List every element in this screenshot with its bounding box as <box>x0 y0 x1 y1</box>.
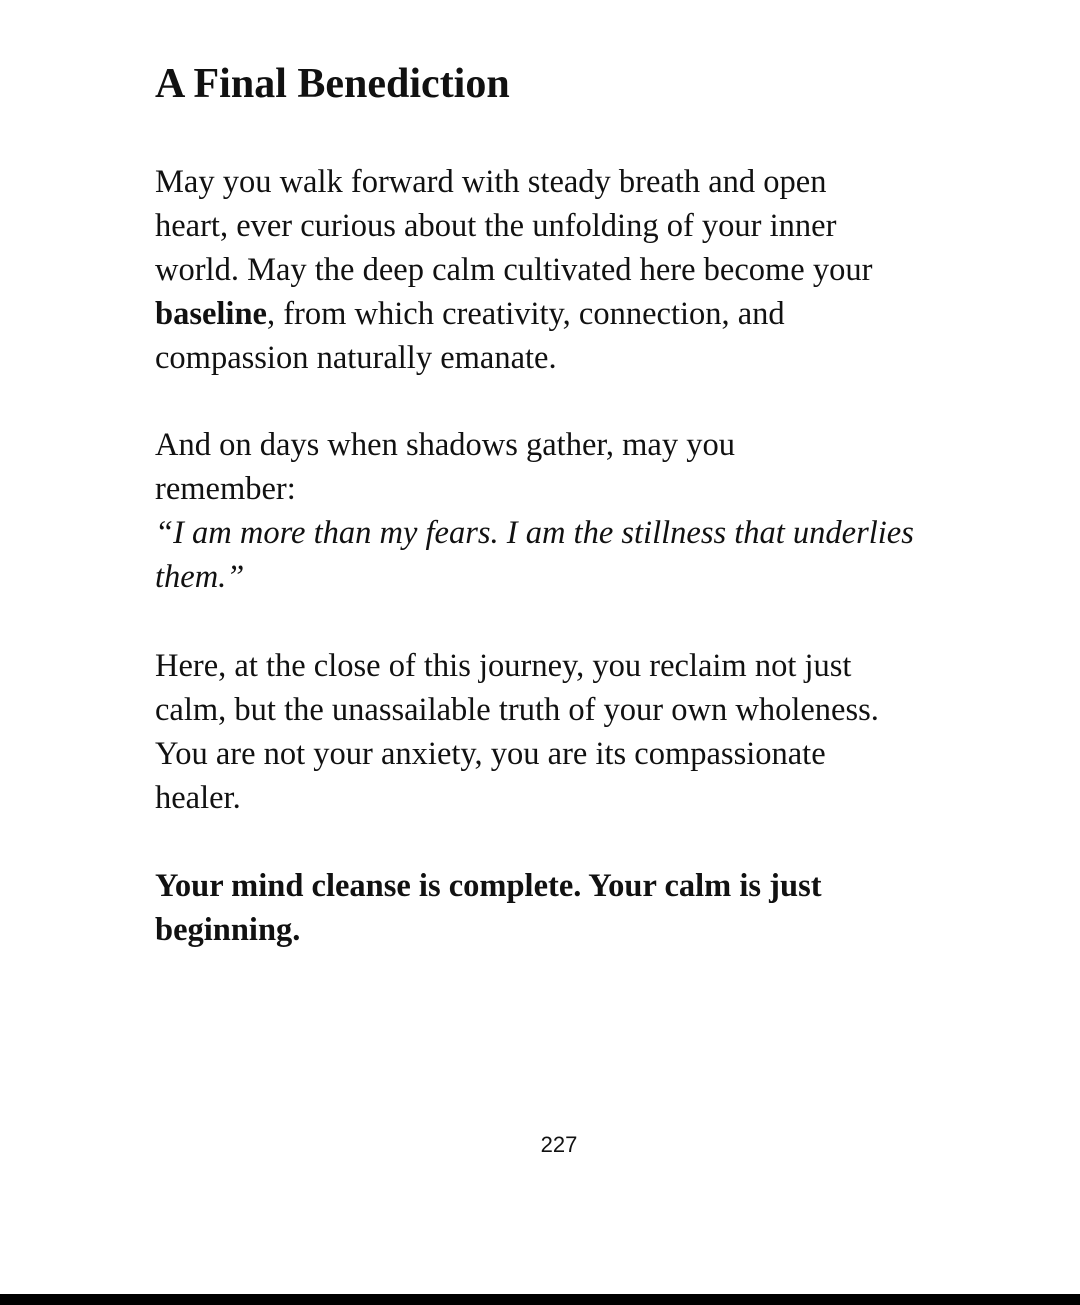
text-line: healer. <box>155 780 241 816</box>
closing-statement <box>155 864 822 952</box>
paragraph-remember <box>155 423 914 599</box>
text-line: heart, ever curious about the unfolding of your inner <box>155 208 837 244</box>
text-line: calm, but the unassailable truth of your own wholeness. <box>155 692 879 728</box>
text-line <box>155 292 872 336</box>
text-line: Your mind cleanse is complete. Your calm is just <box>155 868 822 904</box>
paragraph-benediction <box>155 160 872 380</box>
text-line: remember: <box>155 471 296 507</box>
page-number: 227 <box>540 1132 578 1157</box>
text-line: world. May the deep calm cultivated here become your <box>155 252 873 288</box>
bold-word: baseline <box>155 296 267 332</box>
quote-line: them.” <box>155 559 245 595</box>
paragraph-journey <box>155 644 879 820</box>
text-line: compassion naturally emanate. <box>155 340 557 376</box>
text-line: Here, at the close of this journey, you reclaim not just <box>155 648 852 684</box>
quote-line: “I am more than my fears. I am the stillness that underlies <box>155 515 914 551</box>
text-line: And on days when shadows gather, may you <box>155 427 735 463</box>
bottom-border <box>0 1294 1080 1305</box>
text-line: beginning. <box>155 912 301 948</box>
text-fragment: , from which creativity, connection, and <box>266 296 785 332</box>
text-line: May you walk forward with steady breath and open <box>155 164 827 200</box>
text-line: You are not your anxiety, you are its compassionate <box>155 736 826 772</box>
chapter-title: A Final Benediction <box>155 61 510 107</box>
